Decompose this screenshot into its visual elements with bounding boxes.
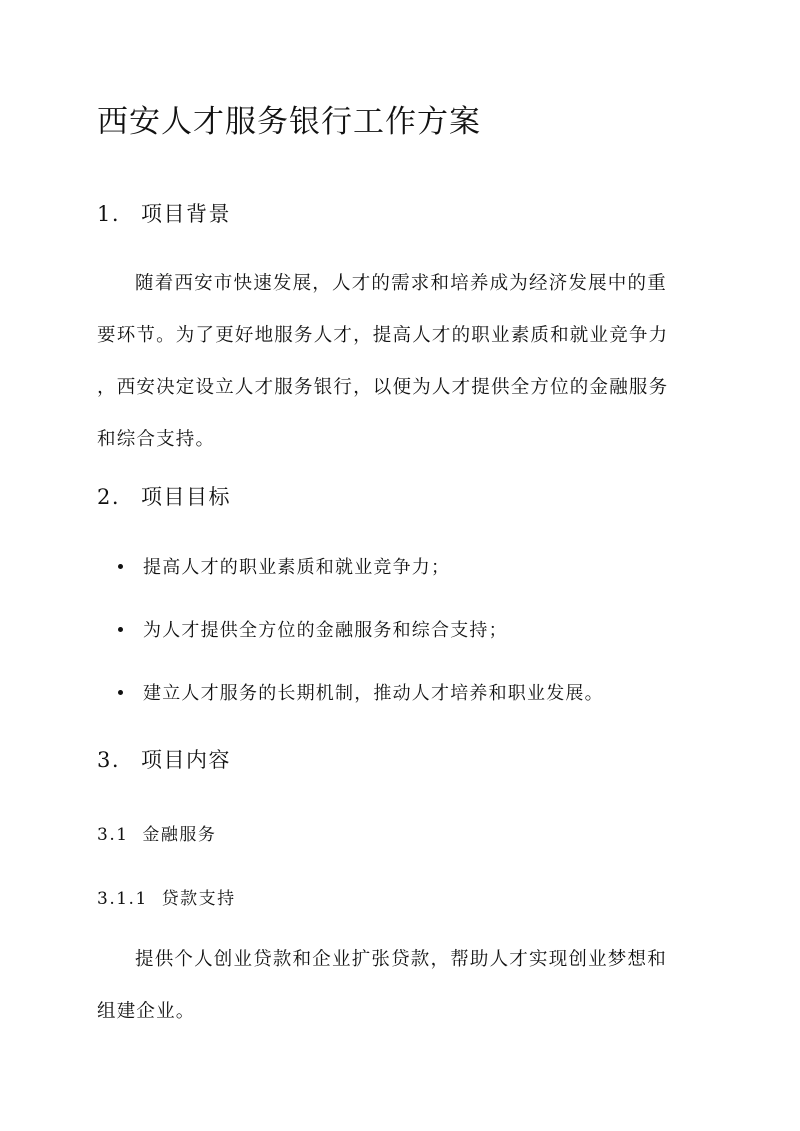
section-number: 1. <box>97 202 121 226</box>
section-title: 项目目标 <box>141 485 231 509</box>
section-number: 3. <box>97 748 121 772</box>
list-item-text: 建立人才服务的长期机制，推动人才培养和职业发展。 <box>143 683 604 704</box>
subsection-number: 3.1.1 <box>97 889 148 909</box>
section-number: 2. <box>97 485 121 509</box>
subsection-number: 3.1 <box>97 825 129 845</box>
bullet-icon <box>118 627 123 632</box>
subsection-title: 金融服务 <box>142 825 217 845</box>
section-title: 项目背景 <box>141 202 231 226</box>
section-heading-background <box>97 198 231 228</box>
subsection-heading-financial-services <box>97 820 216 845</box>
paragraph-line: 随着西安市快速发展，人才的需求和培养成为经济发展中的重 <box>135 273 667 294</box>
list-item <box>112 679 604 742</box>
document-title: 西安人才服务银行工作方案 <box>97 104 481 140</box>
bullet-icon <box>118 564 123 569</box>
goals-list <box>112 553 604 742</box>
subsection-heading-loan-support <box>97 884 236 909</box>
paragraph-line: 提供个人创业贷款和企业扩张贷款，帮助人才实现创业梦想和 <box>135 949 667 970</box>
section-title: 项目内容 <box>141 748 231 772</box>
loan-support-paragraph <box>97 934 703 1038</box>
paragraph-line: 要环节。为了更好地服务人才，提高人才的职业素质和就业竞争力 <box>97 325 669 346</box>
list-item-text: 提高人才的职业素质和就业竞争力； <box>143 557 451 578</box>
subsection-title: 贷款支持 <box>161 889 236 909</box>
list-item <box>112 553 604 616</box>
paragraph-line: ，西安决定设立人才服务银行，以便为人才提供全方位的金融服务 <box>97 377 669 398</box>
paragraph-line: 组建企业。 <box>97 1001 196 1022</box>
section-heading-content <box>97 744 231 774</box>
list-item-text: 为人才提供全方位的金融服务和综合支持； <box>143 620 508 641</box>
list-item <box>112 616 604 679</box>
background-paragraph <box>97 258 703 466</box>
bullet-icon <box>118 690 123 695</box>
paragraph-line: 和综合支持。 <box>97 429 216 450</box>
section-heading-goals <box>97 481 231 511</box>
